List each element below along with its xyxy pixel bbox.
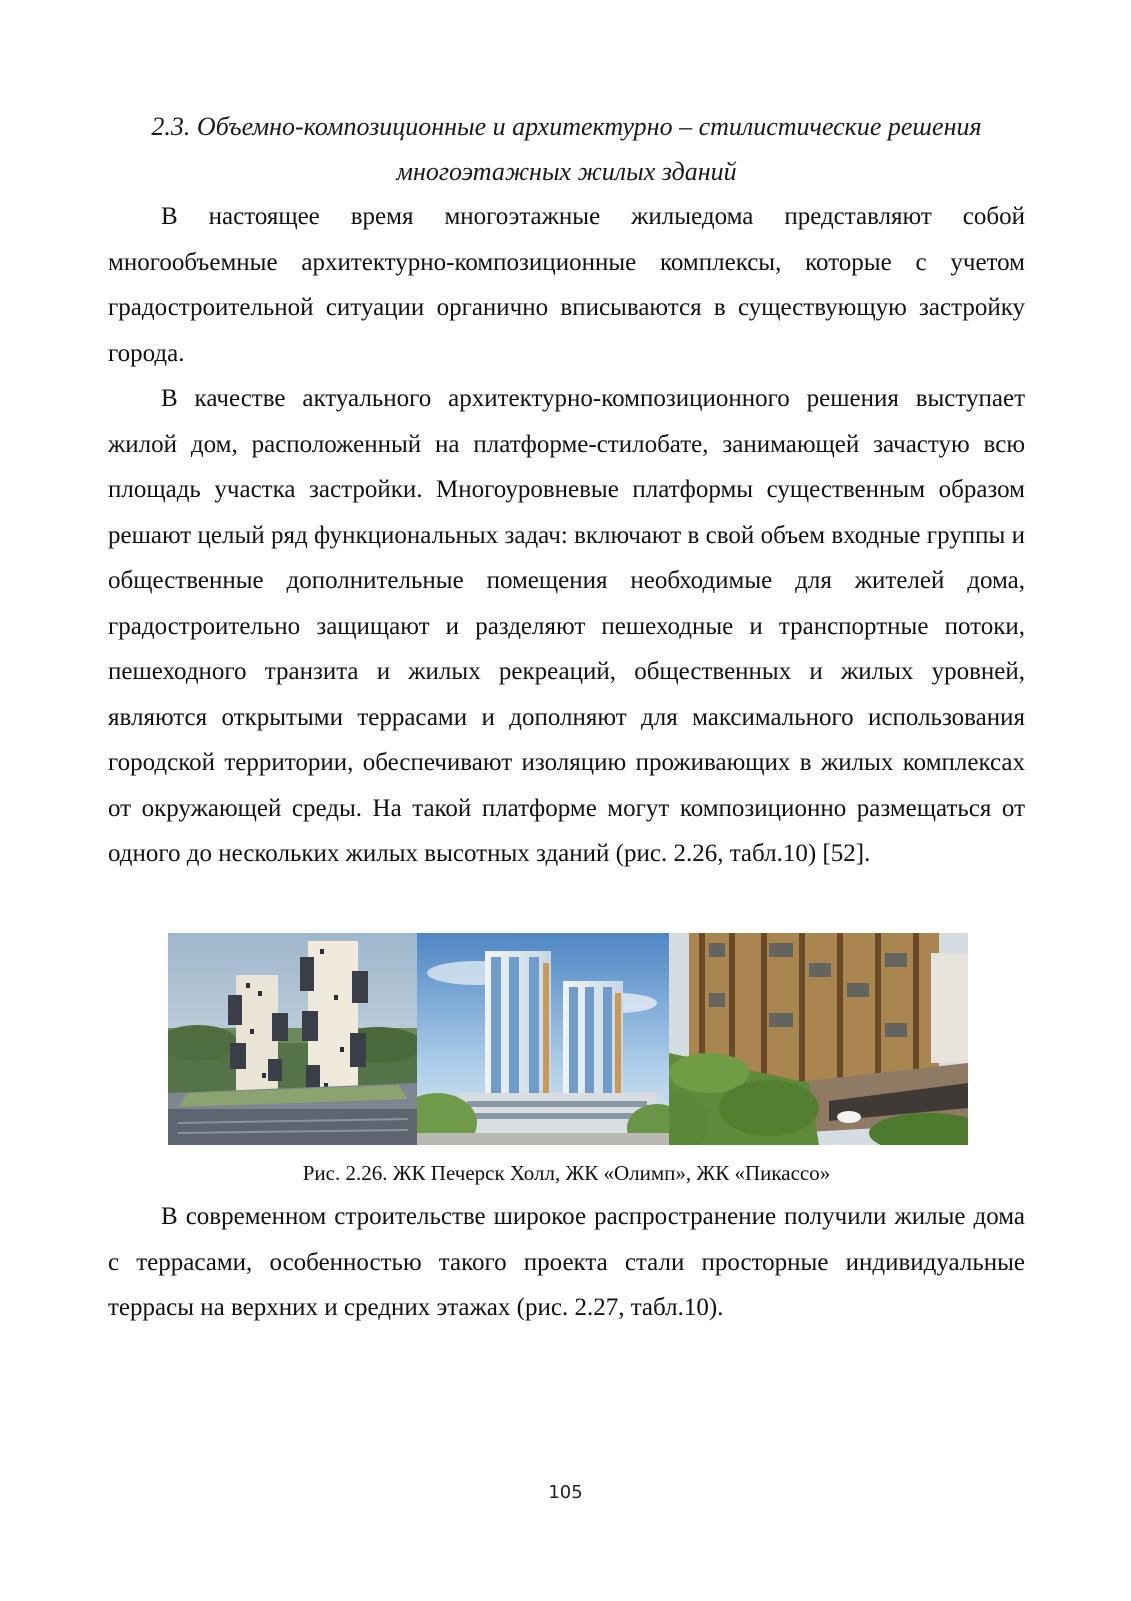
figure-2-26 [168, 933, 968, 1145]
body-paragraph: В современном строительстве широкое распространение получили жилые дома с террасами, особенностью такого проекта стали просторные индивидуальные террасы на верхних и средних этажах (рис. 2.27, табл.10). [108, 1203, 1025, 1321]
section-heading [108, 104, 1025, 194]
section-heading-line-1: 2.3. Объемно-композиционные и архитектурно – стилистические решения [151, 112, 982, 141]
figure-image-2 [417, 933, 669, 1145]
figure-image-3 [669, 933, 968, 1145]
body-paragraph: В качестве актуального архитектурно-композиционного решения выступает жилой дом, расположенный на платформе-стилобате, занимающей зачастую всю площадь участка застройки. Многоуровневые платформы существенным образом решают целый ряд функциональных задач: включают в свой объем входные группы и общественные дополнительные помещения необходимые для жителей дома, градостроительно защищают и разделяют пешеходные и транспортные потоки, пешеходного транзита и жилых рекреаций, общественных и жилых уровней, являются открытыми террасами и дополняют для максимального использования городской территории, обеспечивают изоляцию проживающих в жилых комплексах от окружающей среды. На такой платформе могут композиционно размещаться от одного до нескольких жилых высотных зданий (рис. 2.26, табл.10) [52]. [108, 385, 1025, 867]
figure-caption: Рис. 2.26. ЖК Печерск Холл, ЖК «Олимп», ЖК «Пикассо» [302, 1161, 831, 1185]
section-heading-line-2: многоэтажных жилых зданий [396, 157, 737, 186]
body-paragraph: В настоящее время многоэтажные жилыедома представляют собой многообъемные архитектурно-композиционные комплексы, которые с учетом градостроительной ситуации органично вписываются в существующую застройку города. [108, 203, 1025, 367]
figure-image-1 [168, 933, 417, 1145]
page-number: 105 [548, 1482, 583, 1503]
